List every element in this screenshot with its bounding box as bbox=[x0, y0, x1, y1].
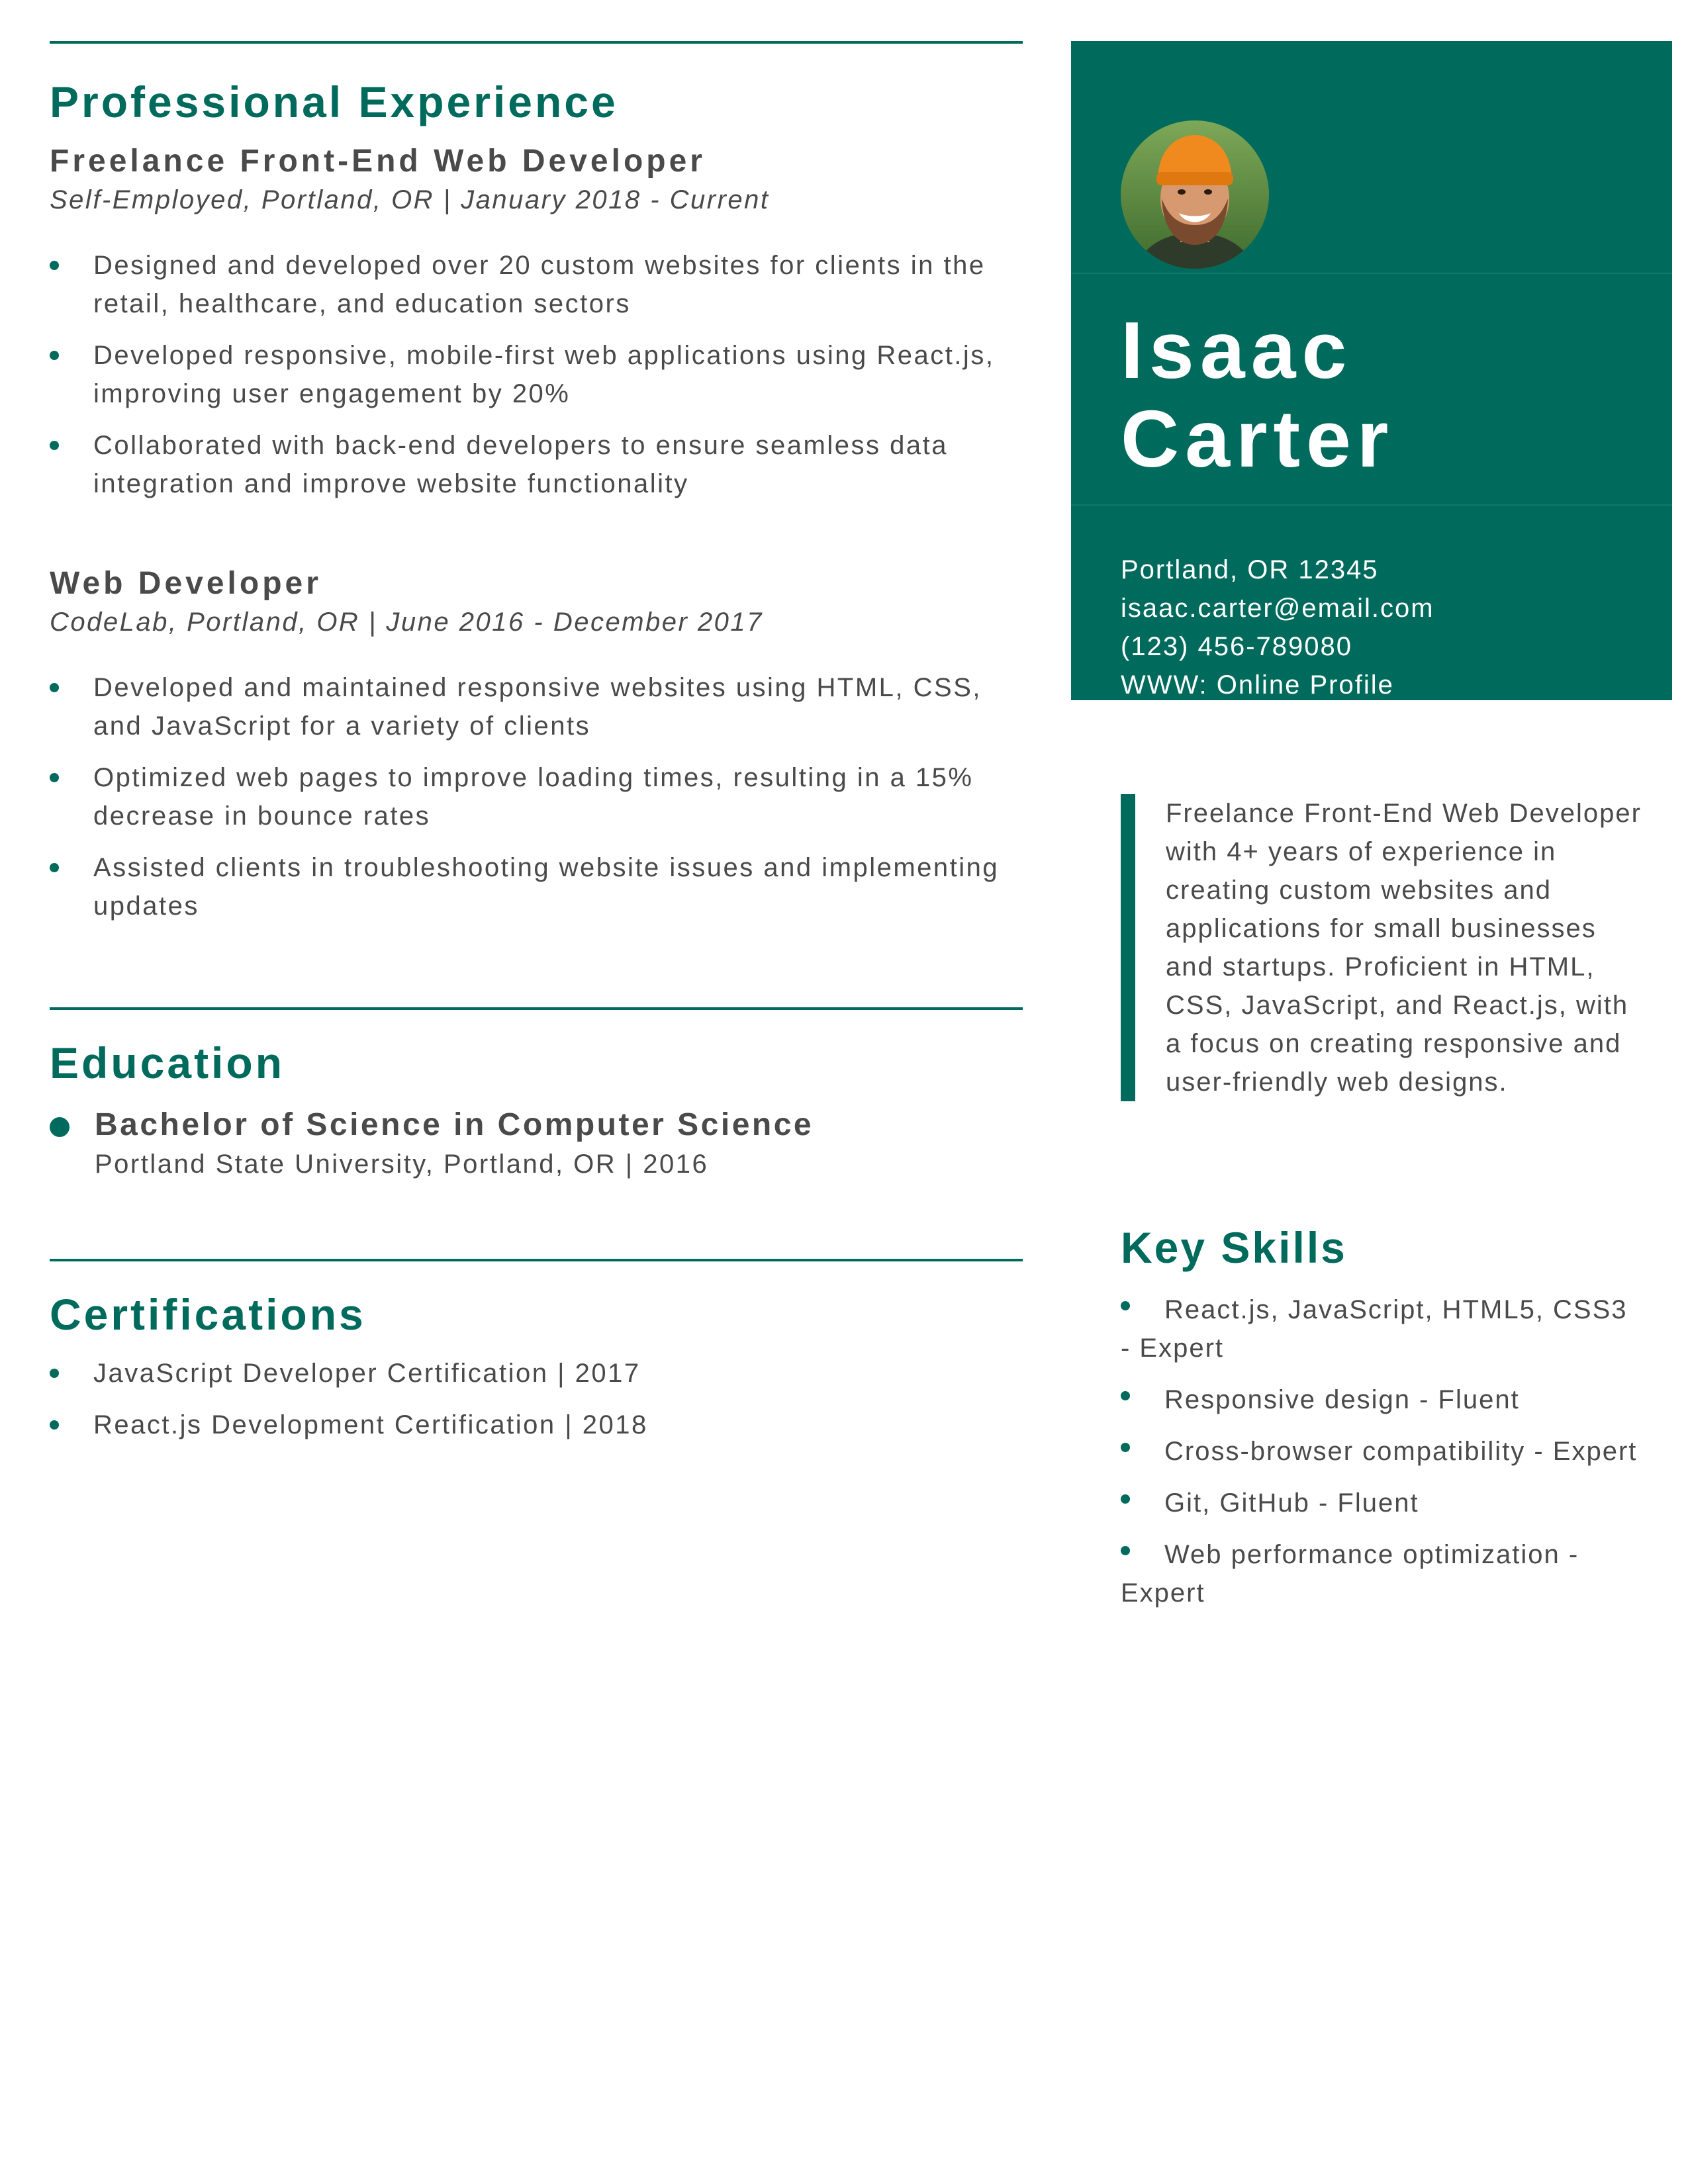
job-bullets bbox=[50, 246, 1023, 503]
list-item: Designed and developed over 20 custom websites for clients in the retail, healthcare, and education sectors bbox=[50, 246, 1023, 323]
first-name: Isaac bbox=[1121, 305, 1353, 395]
address: Portland, OR 12345 bbox=[1121, 555, 1379, 584]
experience-heading: Professional Experience bbox=[50, 77, 618, 126]
section-divider bbox=[50, 1259, 1023, 1261]
bullet-icon bbox=[50, 1420, 59, 1430]
bullet-icon bbox=[50, 1369, 59, 1378]
bullet-icon bbox=[50, 1117, 70, 1137]
bullet-icon bbox=[50, 863, 59, 872]
bullet-icon bbox=[50, 441, 59, 450]
job-meta bbox=[50, 604, 1023, 641]
list-item: Assisted clients in troubleshooting website issues and implementing updates bbox=[50, 848, 1023, 925]
bullet-icon bbox=[1121, 1546, 1130, 1555]
bullet-icon bbox=[1121, 1391, 1130, 1400]
list-item: Optimized web pages to improve loading times, resulting in a 15% decrease in bounce rates bbox=[50, 758, 1023, 835]
certifications-heading: Certifications bbox=[50, 1290, 366, 1339]
last-name: Carter bbox=[1121, 394, 1395, 484]
skills-list bbox=[1121, 1291, 1644, 1625]
job-company: CodeLab bbox=[50, 608, 169, 637]
certification-list bbox=[50, 1354, 1023, 1444]
bullet-icon bbox=[50, 261, 59, 270]
job-location-dates: , Portland, OR | June 2016 - December 2017 bbox=[168, 608, 763, 637]
summary: Freelance Front-End Web Developer with 4+ years of experience in creating custom websites and applications for small businesses and startups. Proficient in HTML, CSS, JavaScript, and React.js, with a focus on creating responsive and user-friendly web designs. bbox=[1121, 794, 1644, 1101]
phone: (123) 456-789080 bbox=[1121, 632, 1353, 661]
list-item: Git, GitHub - Fluent bbox=[1121, 1484, 1644, 1522]
list-item: Collaborated with back-end developers to ensure seamless data integration and improve website functionality bbox=[50, 426, 1023, 503]
list-item: React.js Development Certification | 2018 bbox=[50, 1406, 1023, 1444]
job-bullets bbox=[50, 668, 1023, 925]
bullet-icon bbox=[1121, 1494, 1130, 1504]
job-title: Freelance Front-End Web Developer bbox=[50, 144, 706, 179]
online-profile-link[interactable]: WWW: Online Profile bbox=[1121, 670, 1394, 700]
skills-heading: Key Skills bbox=[1121, 1223, 1347, 1272]
main-column bbox=[50, 41, 1023, 1444]
full-name bbox=[1121, 306, 1394, 483]
bullet-icon bbox=[1121, 1443, 1130, 1452]
contact-info bbox=[1121, 551, 1434, 704]
degree: Bachelor of Science in Computer Science bbox=[95, 1107, 814, 1142]
section-divider bbox=[50, 1007, 1023, 1010]
education-entry bbox=[50, 1105, 1023, 1183]
school: Portland State University, Portland, OR | 2016 bbox=[95, 1150, 709, 1179]
avatar bbox=[1121, 120, 1269, 269]
bullet-icon bbox=[50, 351, 59, 360]
list-item: Web performance optimization - Expert bbox=[1121, 1540, 1579, 1608]
profile-header bbox=[1071, 41, 1672, 700]
header-divider bbox=[1071, 504, 1672, 506]
profile-photo bbox=[1121, 120, 1269, 269]
bullet-icon bbox=[1121, 1301, 1130, 1310]
list-item: Developed and maintained responsive websites using HTML, CSS, and JavaScript for a variety of clients bbox=[50, 668, 1023, 745]
list-item: JavaScript Developer Certification | 2017 bbox=[50, 1354, 1023, 1392]
email-link[interactable]: isaac.carter@email.com bbox=[1121, 594, 1434, 623]
list-item: Developed responsive, mobile-first web applications using React.js, improving user engagement by 20% bbox=[50, 336, 1023, 413]
job-location-dates: , Portland, OR | January 2018 - Current bbox=[243, 185, 770, 214]
list-item: Responsive design - Fluent bbox=[1121, 1381, 1644, 1419]
job-title: Web Developer bbox=[50, 566, 322, 601]
education-heading: Education bbox=[50, 1038, 285, 1087]
job-company: Self-Employed bbox=[50, 185, 244, 214]
job-meta bbox=[50, 181, 1023, 218]
list-item: React.js, JavaScript, HTML5, CSS3 - Expert bbox=[1121, 1295, 1628, 1363]
section-divider bbox=[50, 41, 1023, 44]
header-divider bbox=[1071, 273, 1672, 274]
bullet-icon bbox=[50, 683, 59, 692]
bullet-icon bbox=[50, 773, 59, 782]
list-item: Cross-browser compatibility - Expert bbox=[1121, 1432, 1644, 1471]
